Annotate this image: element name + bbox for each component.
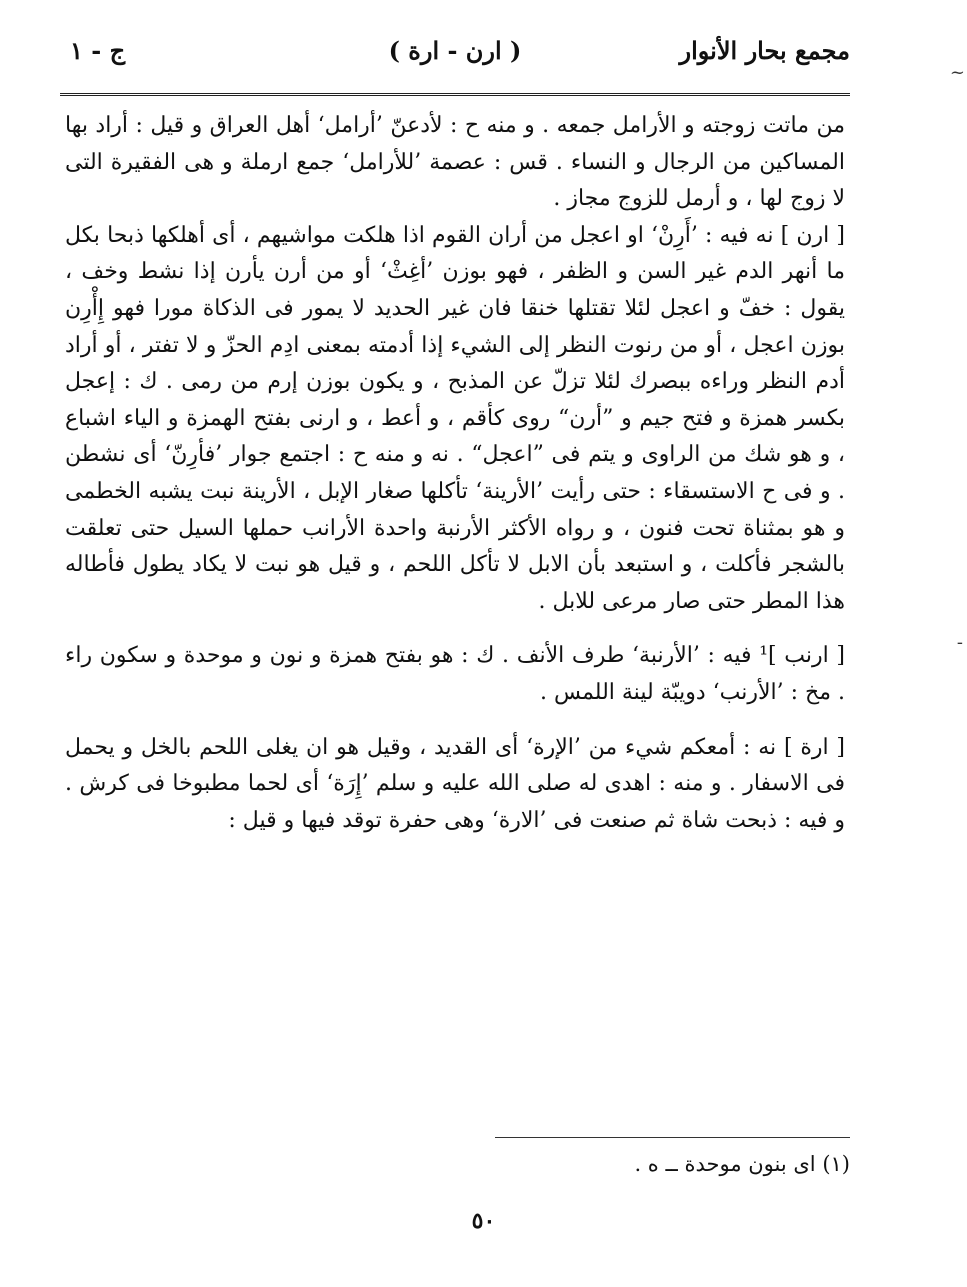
paragraph-arnab: [ ارنب ]¹ فيه : ’الأرنبة‘ طرف الأنف . ك : هو بفتح همزة و نون و موحدة و سكون راء . مخ : ’الأرنب‘ دويبّة لينة اللمس . bbox=[65, 643, 845, 705]
footnote: (١) اى بنون موحدة ــ ه . bbox=[634, 1152, 850, 1176]
header-book-title: مجمع بحار الأنوار bbox=[679, 36, 850, 65]
main-text bbox=[65, 108, 845, 839]
header-rule bbox=[60, 93, 850, 96]
paragraph-arn: [ ارن ] نه فيه : ’أَرِنْ‘ او اعجل من أران القوم اذا هلكت مواشيهم ، أى أهلكها ذبحا بكل ما أنهر الدم غير السن و الظفر ، فهو بوزن ’أغِثْ‘ أو من أرن يأرن إذا نشط وخف ، يقول : خفّ و اعجل لئلا تقتلها خنقا فان غير الحديد لا يمور فى الذكاة مورا فهو إِأْرِن بوزن اعجل ، أو من رنوت النظر إلى الشيء إذا أدمته بمعنى ادِم الحزّ و لا تفتر ، أو أراد أدم النظر وراءه ببصرك لئلا تزلّ عن المذبح ، و يكون بوزن إرم من رمى . ك : إعجل بكسر همزة و فتح جيم و ”أرن“ روى كأقم ، و أعط ، و ارنى بفتح الهمزة و الياء اشباع ، و هو شك من الراوى و يتم فى ”اعجل“ . نه و منه ح : اجتمع جوار ’فأرِنّ‘ أى نشطن . و فى ح الاستسقاء : حتى رأيت ’الأرينة‘ تأكلها صغار الإبل ، الأرينة نبت يشبه الخطمى و هو بمثناة تحت فنون ، و رواه الأكثر الأرنبة واحدة الأرانب حملها السيل حتى تعلقت بالشجر فأكلت ، و استبعد بأن الابل لا تأكل اللحم ، و قيل هو نبت لا يكاد يطول فأطاله هذا المطر حتى صار مرعى للابل . bbox=[65, 222, 846, 614]
header-entry-range: ( ارن - ارة ) bbox=[388, 36, 522, 65]
page-number: ٥٠ bbox=[471, 1208, 496, 1234]
paragraph-armal-end: من ماتت زوجته و الأرامل جمعه . و منه ح : لأدعنّ ’أرامل‘ أهل العراق و قيل : أراد بها المساكين من الرجال و النساء . قس : عصمة ’للأرامل‘ جمع ارملة و هى الفقيرة التى لا زوج لها ، و أرمل للزوج مجاز . bbox=[65, 113, 845, 212]
margin-mark: - bbox=[956, 632, 963, 653]
margin-mark: ~ bbox=[949, 62, 965, 83]
running-header bbox=[60, 30, 850, 80]
footnote-rule bbox=[495, 1137, 850, 1138]
header-volume: ج - ١ bbox=[70, 36, 126, 65]
paragraph-ara: [ ارة ] نه : أمعكم شيء من ’الإرة‘ أى القديد ، وقيل هو ان يغلى اللحم بالخل و يحمل فى الاسفار . و منه : اهدى له صلى الله عليه و سلم ’إِرَة‘ أى لحما مطبوخا فى كرش . و فيه : ذبحت شاة ثم صنعت فى ’الارة‘ وهى حفرة توقد فيها و قيل : bbox=[65, 734, 845, 833]
